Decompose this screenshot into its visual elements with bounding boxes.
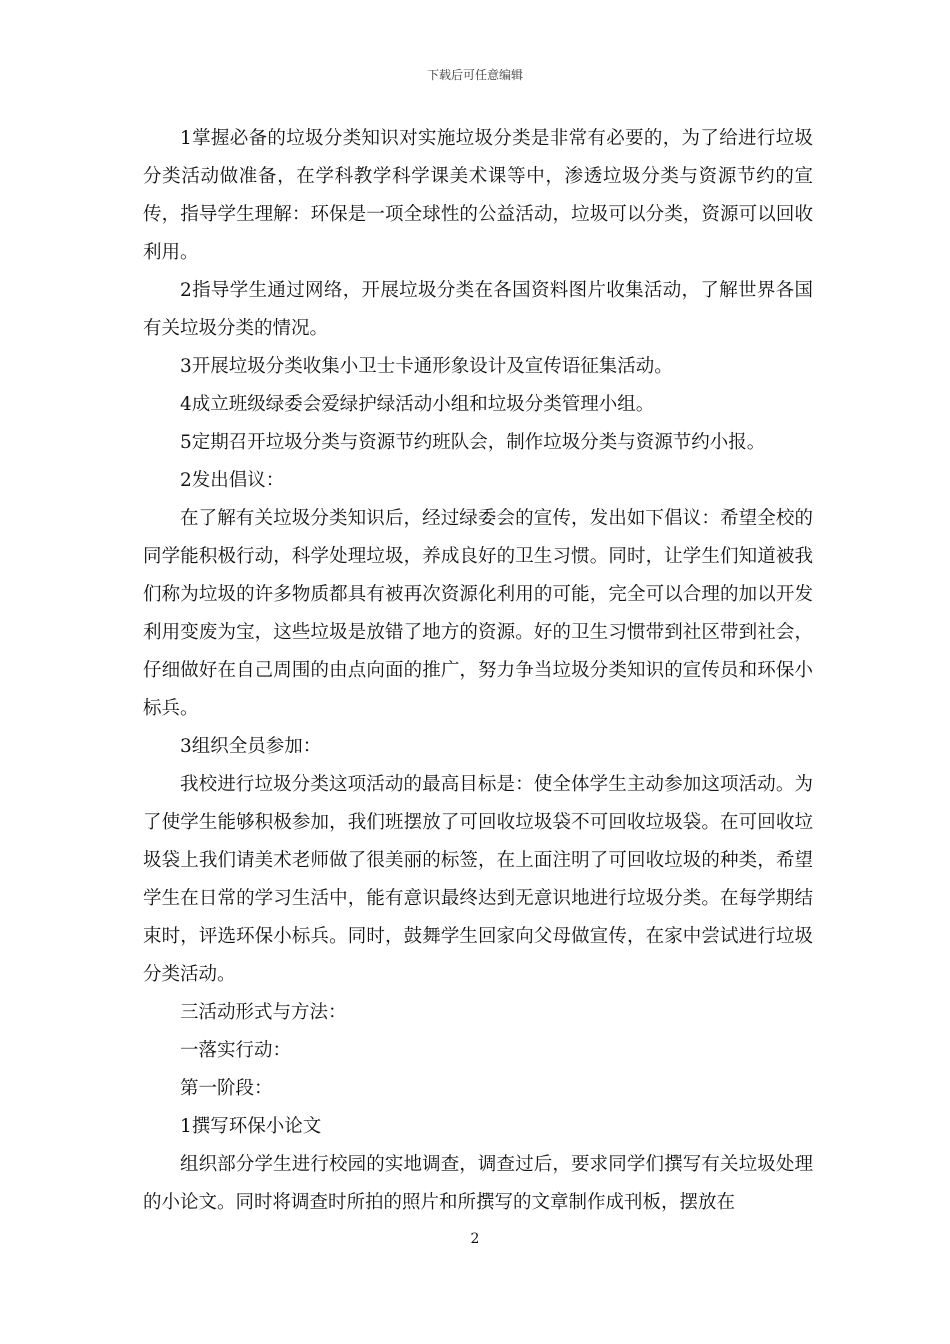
section-heading: 一落实行动： xyxy=(180,1040,292,1061)
page-header: 下载后可任意编辑 xyxy=(426,68,523,82)
paragraph: 5定期召开垃圾分类与资源节约班队会，制作垃圾分类与资源节约小报。 xyxy=(180,432,766,453)
page-number: 2 xyxy=(470,1231,480,1247)
section-heading: 3组织全员参加： xyxy=(180,736,322,757)
paragraph: 2指导学生通过网络，开展垃圾分类在各国资料图片收集活动，了解世界各国有关垃圾分类的情况。 xyxy=(143,280,813,339)
paragraph: 3开展垃圾分类收集小卫士卡通形象设计及宣传语征集活动。 xyxy=(180,356,673,377)
paragraph: 在了解有关垃圾分类知识后，经过绿委会的宣传，发出如下倡议：希望全校的同学能积极行动，科学处理垃圾，养成良好的卫生习惯。同时，让学生们知道被我们称为垃圾的许多物质都具有被再次资源化利用的可能，完全可以合理的加以开发利用变废为宝，这些垃圾是放错了地方的资源。好的卫生习惯带到社区带到社会，仔细做好在自己周围的由点向面的推广，努力争当垃圾分类知识的宣传员和环保小标兵。 xyxy=(143,508,813,719)
section-heading: 三活动形式与方法： xyxy=(180,1002,347,1023)
section-heading: 第一阶段： xyxy=(180,1078,273,1099)
paragraph: 组织部分学生进行校园的实地调查，调查过后，要求同学们撰写有关垃圾处理的小论文。同时将调查时所拍的照片和所撰写的文章制作成刊板，摆放在 xyxy=(143,1154,813,1213)
section-heading: 2发出倡议： xyxy=(180,470,285,491)
paragraph: 4成立班级绿委会爱绿护绿活动小组和垃圾分类管理小组。 xyxy=(180,394,655,415)
paragraph: 我校进行垃圾分类这项活动的最高目标是：使全体学生主动参加这项活动。为了使学生能够积极参加，我们班摆放了可回收垃圾袋不可回收垃圾袋。在可回收垃圾袋上我们请美术老师做了很美丽的标签，在上面注明了可回收垃圾的种类，希望学生在日常的学习生活中，能有意识最终达到无意识地进行垃圾分类。在每学期结束时，评选环保小标兵。同时，鼓舞学生回家向父母做宣传，在家中尝试进行垃圾分类活动。 xyxy=(143,774,813,985)
section-heading: 1撰写环保小论文 xyxy=(180,1116,322,1137)
paragraph: 1掌握必备的垃圾分类知识对实施垃圾分类是非常有必要的，为了给进行垃圾分类活动做准备，在学科教学科学课美术课等中，渗透垃圾分类与资源节约的宣传，指导学生理解：环保是一项全球性的公益活动，垃圾可以分类，资源可以回收利用。 xyxy=(143,128,813,263)
document-body xyxy=(143,120,813,1222)
